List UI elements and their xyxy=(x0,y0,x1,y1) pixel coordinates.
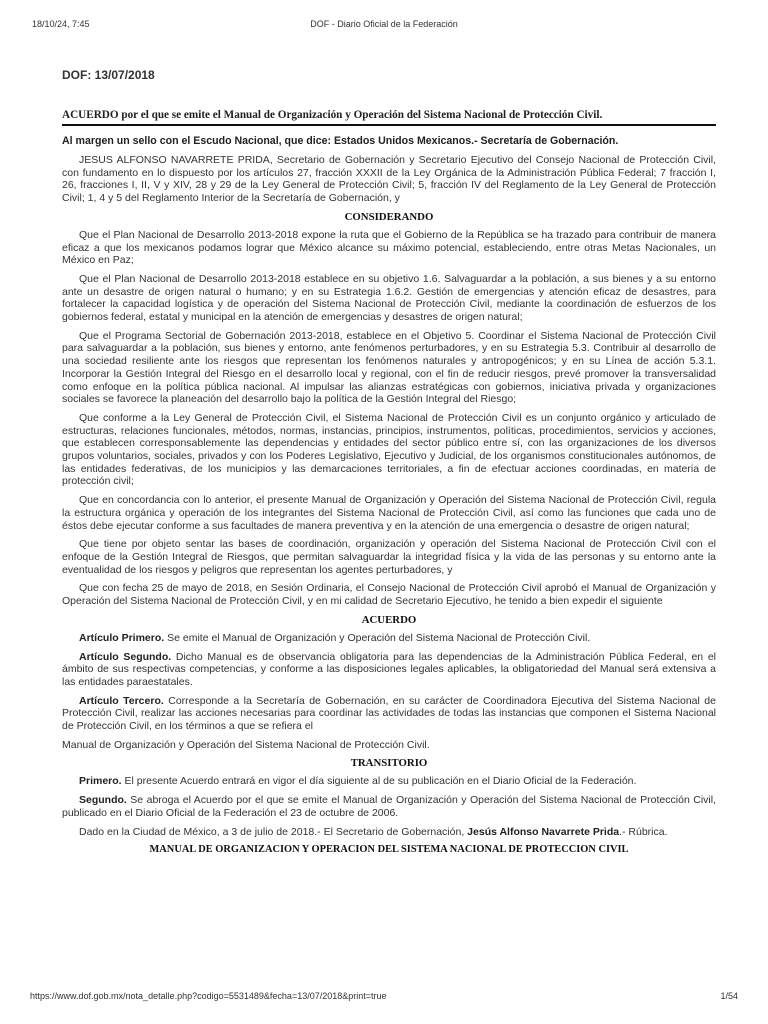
page-number: 1/54 xyxy=(720,991,738,1001)
transitorio-heading: TRANSITORIO xyxy=(350,757,428,770)
print-header xyxy=(24,19,744,33)
page-url: https://www.dof.gob.mx/nota_detalle.php?codigo=5531489&fecha=13/07/2018&print=true xyxy=(30,991,387,1001)
signature-suffix: .- Rúbrica. xyxy=(619,825,668,838)
signatory-name: Jesús Alfonso Navarrete Prida xyxy=(467,825,620,838)
transitorio-paragraph xyxy=(62,794,716,819)
transitorio-paragraph xyxy=(62,775,716,788)
manual-heading: MANUAL DE ORGANIZACION Y OPERACION DEL SISTEMA NACIONAL DE PROTECCION CIVIL xyxy=(149,844,629,856)
article-paragraph xyxy=(62,695,716,733)
document-body xyxy=(62,64,716,855)
considerando-heading: CONSIDERANDO xyxy=(344,210,434,223)
article-paragraph xyxy=(62,632,716,645)
article-label: Artículo Tercero. xyxy=(79,694,164,707)
transitorio-label: Primero. xyxy=(79,775,122,788)
transitorio-text: Se abroga el Acuerdo por el que se emite el Manual de Organización y Operación del Sistema Nacional de Protección Civil, publicado en el Diario Oficial de la Federación el 23 de octubre de 2006. xyxy=(62,794,716,819)
considerando-paragraph: Que el Programa Sectorial de Gobernación 2013-2018, establece en el Objetivo 5. Coordinar el Sistema Nacional de Protección Civil para salvaguardar a la población, sus bienes y entorno, ante fenómenos perturbadores, y en su Estrategia 5.3. Contribuir al desarrollo de una sociedad resiliente ante los riesgos que representan los fenómenos naturales y antropogénicos; y en su Línea de acción 5.3.1. Incorporar la Gestión Integral del Riesgo en el desarrollo local y regional, con el fin de reducir riesgos, prevé promover la transversalidad como enfoque en la política pública nacional. Al impulsar las alianzas estratégicas con gobiernos, iniciativa privada y organizaciones sociales se favorece la planeación del desarrollo bajo la política de la Gestión Integral del Riesgo; xyxy=(62,329,716,406)
document-title: ACUERDO por el que se emite el Manual de Organización y Operación del Sistema Nacional de Protección Civil. xyxy=(62,109,716,126)
publication-date: DOF: 13/07/2018 xyxy=(62,68,155,82)
article-paragraph xyxy=(62,651,716,689)
article-text: Dicho Manual es de observancia obligatoria para las dependencias de la Administración Pública Federal, en el ámbito de sus respectivas competencias, y conforme a las disposiciones legales aplicables, la obligatoriedad del Manual será extensiva a las entidades paraestatales. xyxy=(62,650,716,688)
considerando-paragraph: Que en concordancia con lo anterior, el presente Manual de Organización y Operación del Sistema Nacional de Protección Civil, regula la estructura orgánica y operación de los integrantes del Sistema Nacional de Protección Civil, así como las funciones que cada uno de éstos debe ejecutar conforme a sus facultades de manera preventiva y en la atención de una emergencia o desastre de origen natural; xyxy=(62,494,716,532)
print-page-title: DOF - Diario Oficial de la Federación xyxy=(310,19,458,29)
transitorio-label: Segundo. xyxy=(79,794,127,807)
article-text: Corresponde a la Secretaría de Gobernación, en su carácter de Coordinadora Ejecutiva del Sistema Nacional de Protección Civil, realizar las acciones necesarias para coordinar las actividades de todas las instancias que componen el Sistema Nacional de Protección Civil, en los términos a que se refiera el xyxy=(62,694,716,733)
print-footer xyxy=(24,991,744,1005)
considerando-paragraph: Que conforme a la Ley General de Protección Civil, el Sistema Nacional de Protección Civil es un conjunto orgánico y articulado de estructuras, relaciones funcionales, métodos, normas, instancias, principios, instrumentos, políticas, procedimientos, servicios y acciones, que establecen corresponsablemente las dependencias y entidades del sector público entre sí, con las organizaciones de los diversos grupos voluntarios, sociales, privados y con los Poderes Legislativo, Ejecutivo y Judicial, de los organismos constitucionales autónomos, de las entidades federativas, de los municipios y las demarcaciones territoriales, a fin de efectuar acciones coordinadas, en materia de protección civil; xyxy=(62,411,716,488)
intro-paragraph: JESUS ALFONSO NAVARRETE PRIDA, Secretario de Gobernación y Secretario Ejecutivo del Consejo Nacional de Protección Civil, con fundamento en lo dispuesto por los artículos 27, fracción XXXII de la Ley Orgánica de la Administración Pública Federal; 7 fracción I, 26, fracciones I, II, V y XIV, 28 y 29 de la Ley General de Protección Civil; 5, fracción IV del Reglamento de la Ley General de Protección Civil; 1, 4 y 5 del Reglamento Interior de la Secretaría de Gobernación, y xyxy=(62,154,716,205)
transitorio-text: El presente Acuerdo entrará en vigor el día siguiente al de su publicación en el Diario Oficial de la Federación. xyxy=(121,775,637,788)
acuerdo-heading: ACUERDO xyxy=(361,613,417,626)
print-datetime: 18/10/24, 7:45 xyxy=(32,19,90,29)
article-text: Se emite el Manual de Organización y Operación del Sistema Nacional de Protección Civil. xyxy=(164,631,591,644)
article-label: Artículo Primero. xyxy=(79,631,165,644)
article-continuation: Manual de Organización y Operación del Sistema Nacional de Protección Civil. xyxy=(62,738,430,751)
considerando-paragraph: Que el Plan Nacional de Desarrollo 2013-2018 expone la ruta que el Gobierno de la República se ha trazado para contribuir de manera eficaz a que los mexicanos podamos lograr que México alcance su máximo potencial, estableciendo, entre otras Metas Nacionales, un México en Paz; xyxy=(62,228,716,267)
signature-prefix: Dado en la Ciudad de México, a 3 de julio de 2018.- El Secretario de Gobernación, xyxy=(79,825,468,838)
considerando-paragraph: Que tiene por objeto sentar las bases de coordinación, organización y operación del Sistema Nacional de Protección Civil con el enfoque de la Gestión Integral de Riesgos, que permitan salvaguardar la integridad física y la vida de las personas y su entorno ante la eventualidad de los riesgos y peligros que representan los agentes perturbadores, y xyxy=(62,538,716,576)
considerando-paragraph: Que el Plan Nacional de Desarrollo 2013-2018 establece en su objetivo 1.6. Salvaguardar a la población, a sus bienes y a su entorno ante un desastre de origen natural o humano; y en su Estrategia 1.6.2. Gestión de emergencias y atención eficaz de desastres, para fortalecer la capacidad logística y de operación del Sistema Nacional de Protección Civil, mediante la coordinación de esfuerzos de los gobiernos federal, estatal y municipal en la atención de emergencias y desastres de origen natural; xyxy=(62,272,716,324)
signature-line xyxy=(62,826,716,839)
considerando-paragraph: Que con fecha 25 de mayo de 2018, en Sesión Ordinaria, el Consejo Nacional de Protección Civil aprobó el Manual de Organización y Operación del Sistema Nacional de Protección Civil, y en mi calidad de Secretario Ejecutivo, he tenido a bien expedir el siguiente xyxy=(62,582,716,608)
seal-line: Al margen un sello con el Escudo Nacional, que dice: Estados Unidos Mexicanos.- Secretaría de Gobernación. xyxy=(62,135,619,147)
article-label: Artículo Segundo. xyxy=(79,650,172,663)
